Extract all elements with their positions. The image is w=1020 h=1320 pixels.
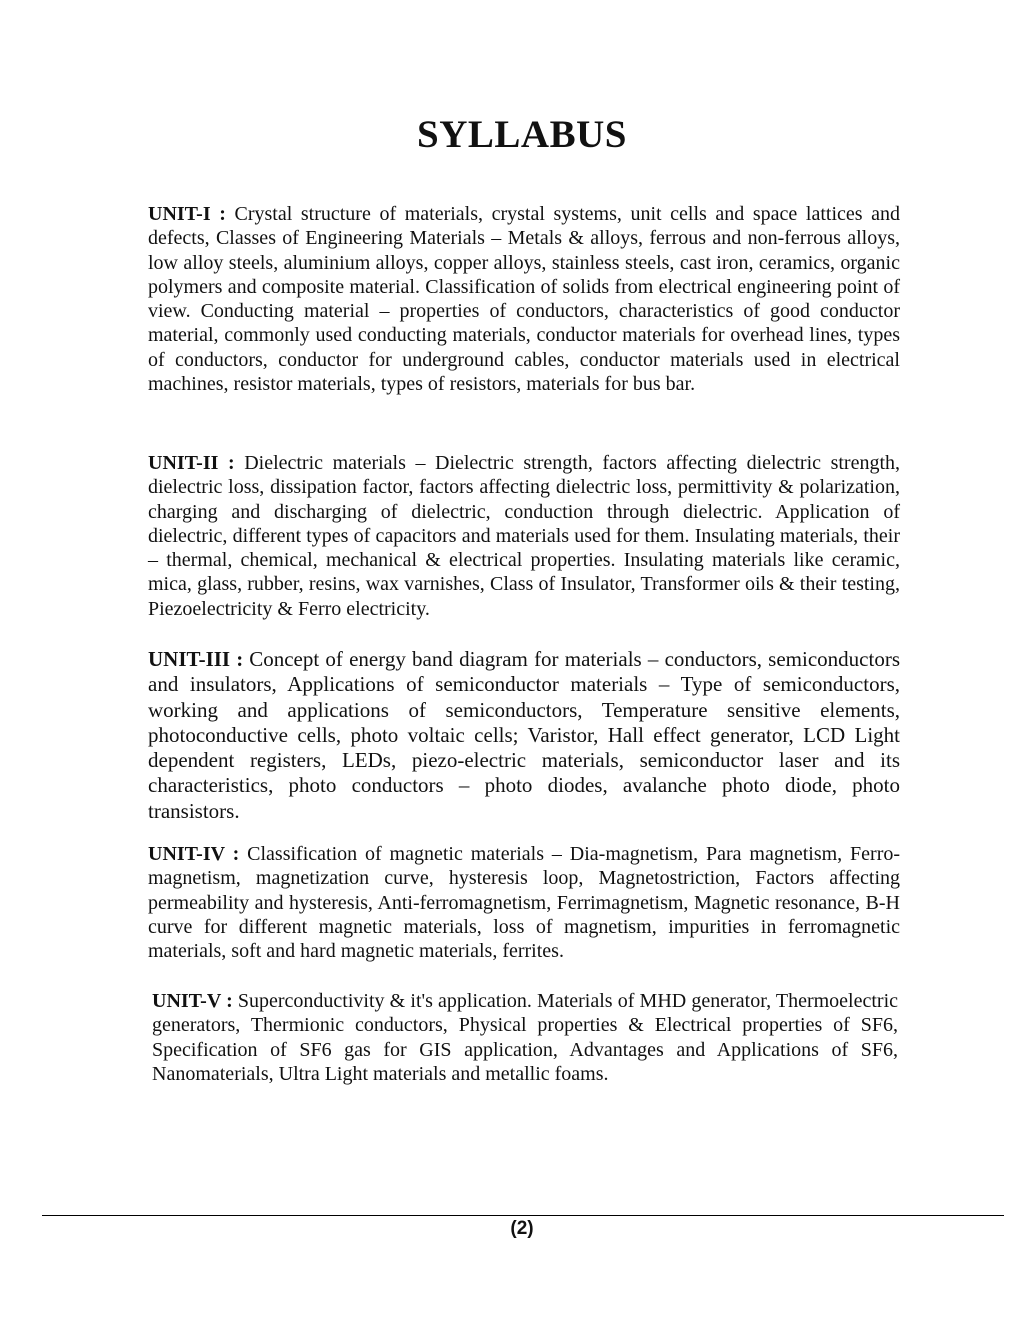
unit-3-text: Concept of energy band diagram for materials – conductors, semiconductors and insulators, Applications of semiconductor materials – Type of semiconductors, working and applications of semiconductors, Temperature sensitive elements, photoconductive cells, photo voltaic cells; Varistor, Hall effect generator, LCD Light dependent registers, LEDs, piezo-electric materials, semiconductor laser and its characteristics, photo conductors – photo diodes, avalanche photo diode, photo transistors. bbox=[148, 647, 900, 823]
unit-3-section bbox=[148, 647, 900, 824]
page-number: (2) bbox=[510, 1218, 534, 1239]
unit-2-label: UNIT-II : bbox=[148, 452, 235, 474]
unit-5-section bbox=[152, 989, 898, 1086]
unit-4-section bbox=[148, 842, 900, 963]
unit-2-text: Dielectric materials – Dielectric strength, factors affecting dielectric strength, dielectric loss, dissipation factor, factors affecting dielectric loss, permittivity & polarization, charging and discharging of dielectric, conduction through dielectric. Application of dielectric, different types of capacitors and materials used for them. Insulating materials, their – thermal, chemical, mechanical & electrical properties. Insulating materials like ceramic, mica, glass, rubber, resins, wax varnishes, Class of Insulator, Transformer oils & their testing, Piezoelectricity & Ferro electricity. bbox=[148, 452, 901, 620]
unit-5-text: Superconductivity & it's application. Materials of MHD generator, Thermoelectric generators, Thermionic conductors, Physical properties & Electrical properties of SF6, Specification of SF6 gas for GIS application, Advantages and Applications of SF6, Nanomaterials, Ultra Light materials and metallic foams. bbox=[152, 990, 899, 1085]
unit-5-label: UNIT-V : bbox=[152, 990, 233, 1012]
unit-4-label: UNIT-IV : bbox=[148, 843, 240, 865]
unit-2-section bbox=[148, 451, 900, 621]
page-title: SYLLABUS bbox=[417, 113, 627, 156]
footer-divider bbox=[42, 1215, 1004, 1216]
unit-4-text: Classification of magnetic materials – Dia-magnetism, Para magnetism, Ferro-magnetism, magnetization curve, hysteresis loop, Magnetostriction, Factors affecting permeability and hysteresis, Anti-ferromagnetism, Ferrimagnetism, Magnetic resonance, B-H curve for different magnetic materials, loss of magnetism, impurities in ferromagnetic materials, soft and hard magnetic materials, ferrites. bbox=[148, 843, 901, 963]
unit-1-section bbox=[148, 202, 900, 396]
unit-1-text: Crystal structure of materials, crystal systems, unit cells and space lattices and defects, Classes of Engineering Materials – Metals & alloys, ferrous and non-ferrous alloys, low alloy steels, aluminium alloys, copper alloys, stainless steels, cast iron, ceramics, organic polymers and composite material. Classification of solids from electrical engineering point of view. Conducting material – properties of conductors, characteristics of good conductor material, commonly used conducting materials, conductor materials for overhead lines, types of conductors, conductor for underground cables, conductor materials used in electrical machines, resistor materials, types of resistors, materials for bus bar. bbox=[148, 203, 901, 396]
unit-1-label: UNIT-I : bbox=[148, 203, 226, 225]
unit-3-label: UNIT-III : bbox=[148, 647, 244, 671]
